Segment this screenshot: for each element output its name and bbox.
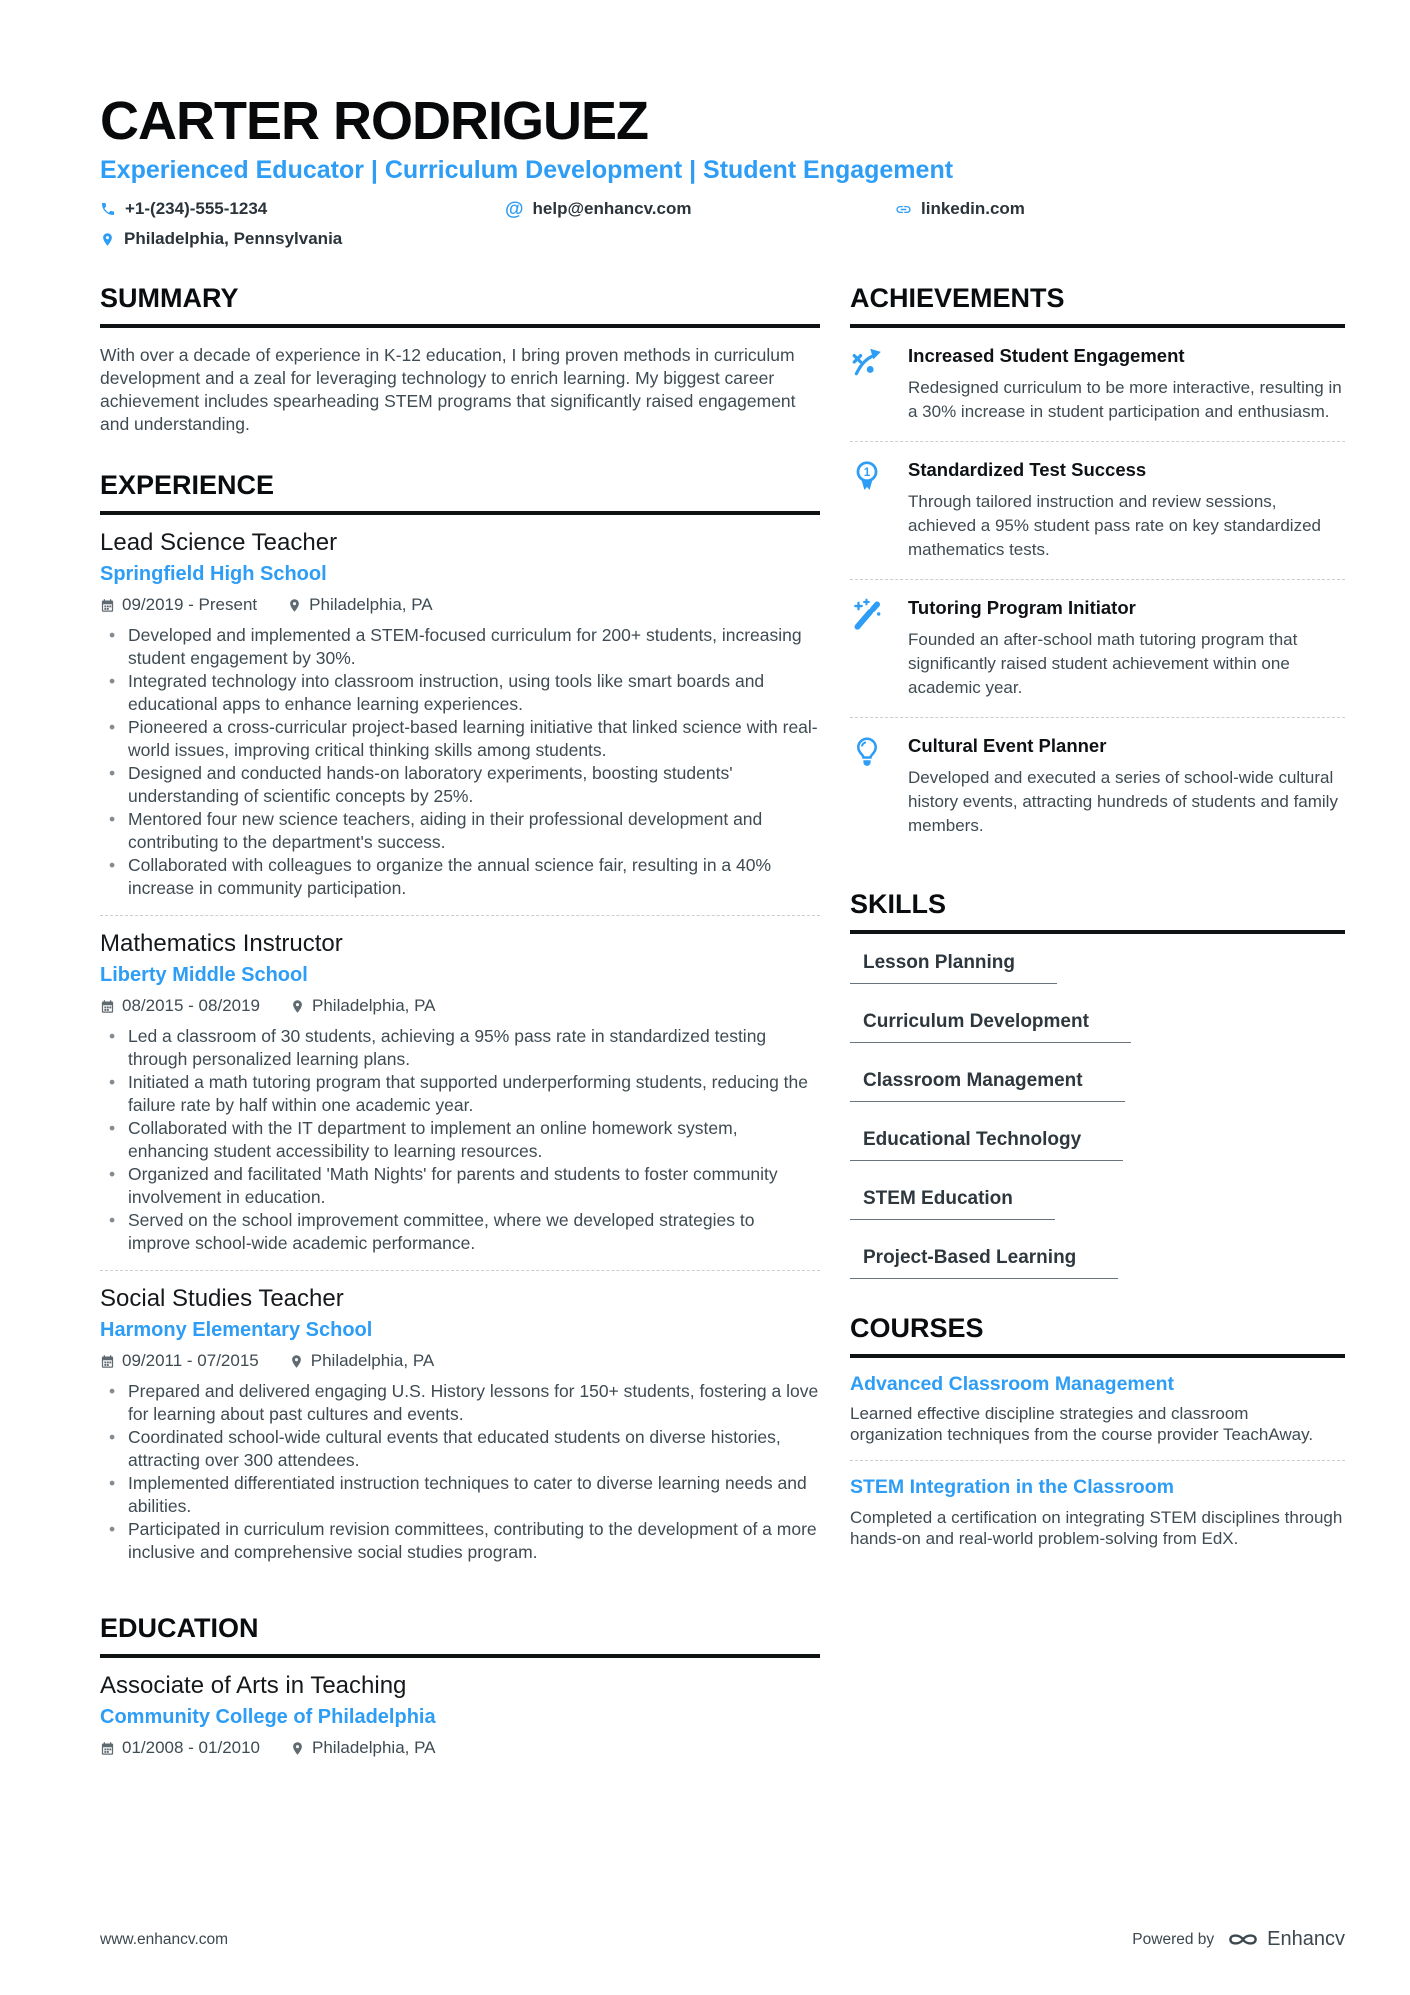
- achievement-text: Redesigned curriculum to be more interactive, resulting in a 30% increase in student participation and enthusiasm.: [908, 378, 1342, 422]
- achievement-title: Standardized Test Success: [908, 459, 1147, 481]
- education-meta: [100, 1738, 820, 1758]
- job-dates: 09/2011 - 07/2015: [100, 1351, 259, 1371]
- job-location: Philadelphia, PA: [289, 1351, 435, 1371]
- education-dates: 01/2008 - 01/2010: [100, 1738, 260, 1758]
- education-section: [100, 1613, 820, 1773]
- job-bullet: • Collaborated with the IT department to implement an online homework system, enhancing student accessibility to learning resources.: [100, 1117, 820, 1163]
- achievement-entry: [850, 442, 1345, 580]
- footer-site-url[interactable]: www.enhancv.com: [100, 1930, 229, 1948]
- job-entry: [100, 916, 820, 1271]
- skill-item: [850, 952, 1345, 984]
- achievement-entry: [850, 718, 1345, 855]
- location-pin-icon: [289, 1354, 304, 1369]
- website-contact[interactable]: [895, 199, 1025, 219]
- education-location: Philadelphia, PA: [290, 1738, 436, 1758]
- skill-label: Project-Based Learning: [850, 1247, 1118, 1279]
- job-bullet: • Integrated technology into classroom instruction, using tools like smart boards and educational apps to enhance learning experiences.: [100, 670, 820, 716]
- brand-name: Enhancv: [1267, 1928, 1345, 1950]
- courses-heading: COURSES: [850, 1313, 1345, 1358]
- achievements-heading: ACHIEVEMENTS: [850, 283, 1345, 328]
- location-text: Philadelphia, Pennsylvania: [124, 229, 343, 249]
- job-bullet: • Served on the school improvement committee, where we developed strategies to improve school-wide academic performance.: [100, 1209, 820, 1255]
- job-bullet: • Collaborated with colleagues to organize the annual science fair, resulting in a 40% increase in community participation.: [100, 854, 820, 900]
- job-title: Social Studies Teacher: [100, 1285, 344, 1313]
- skill-item: [850, 1188, 1345, 1220]
- job-bullet: • Designed and conducted hands-on laboratory experiments, boosting students' understanding of scientific concepts by 25%.: [100, 762, 820, 808]
- phone-number: +1-(234)-555-1234: [125, 199, 268, 219]
- job-bullet: • Implemented differentiated instruction techniques to cater to diverse learning needs and abilities.: [100, 1472, 820, 1518]
- summary-heading: SUMMARY: [100, 283, 820, 328]
- powered-by-label: Powered by: [1132, 1930, 1215, 1948]
- phone-icon: [100, 201, 116, 217]
- job-company: Harmony Elementary School: [100, 1319, 373, 1342]
- summary-text: With over a decade of experience in K-12 education, I bring proven methods in curriculum development and a zeal for leveraging technology to enrich learning. My biggest career achievement includes spearheading STEM programs that significantly raised engagement and understanding.: [100, 345, 796, 435]
- skills-section: [850, 889, 1345, 1279]
- achievement-body: [908, 733, 1345, 838]
- link-icon: [895, 201, 912, 218]
- skill-label: STEM Education: [850, 1188, 1055, 1220]
- achievement-title: Cultural Event Planner: [908, 734, 1107, 756]
- strategy-icon: [850, 343, 886, 424]
- infinity-logo-icon: [1226, 1929, 1260, 1950]
- achievement-body: [908, 595, 1345, 700]
- contact-row: [100, 199, 1345, 219]
- left-column: [100, 283, 820, 1807]
- location-pin-icon: [290, 999, 305, 1014]
- job-meta: [100, 1351, 820, 1371]
- skill-item: [850, 1070, 1345, 1102]
- job-bullet: • Participated in curriculum revision committees, contributing to the development of a more inclusive and comprehensive social studies program.: [100, 1518, 820, 1564]
- job-entry: [100, 515, 820, 916]
- contact-row-2: [100, 229, 1345, 249]
- header: [0, 0, 1410, 249]
- job-list: [100, 515, 820, 1579]
- achievement-entry: [850, 328, 1345, 442]
- job-company: Liberty Middle School: [100, 964, 308, 987]
- phone-contact: [100, 199, 505, 219]
- education-entry: [100, 1658, 820, 1773]
- job-meta: [100, 996, 820, 1016]
- right-column: [850, 283, 1345, 1597]
- website-url[interactable]: linkedin.com: [921, 199, 1025, 219]
- job-bullet: • Mentored four new science teachers, aiding in their professional development and contributing to the department's success.: [100, 808, 820, 854]
- course-title: Advanced Classroom Management: [850, 1372, 1175, 1395]
- job-meta: [100, 595, 820, 615]
- experience-section: [100, 470, 820, 1579]
- calendar-icon: [100, 598, 115, 613]
- job-dates: 08/2015 - 08/2019: [100, 996, 260, 1016]
- course-text: Learned effective discipline strategies and classroom organization techniques from the course provider TeachAway.: [850, 1404, 1314, 1445]
- job-bullet: • Initiated a math tutoring program that supported underperforming students, reducing the failure rate by half within one academic year.: [100, 1071, 820, 1117]
- job-bullets: [100, 624, 820, 900]
- skill-label: Classroom Management: [850, 1070, 1125, 1102]
- achievements-section: [850, 283, 1345, 855]
- footer-branding: [1132, 1928, 1345, 1951]
- achievement-body: [908, 457, 1345, 562]
- course-entry: [850, 1461, 1345, 1563]
- achievement-title: Tutoring Program Initiator: [908, 597, 1136, 619]
- achievement-text: Through tailored instruction and review sessions, achieved a 95% student pass rate on key standardized mathematics tests.: [908, 492, 1321, 560]
- job-bullet: • Coordinated school-wide cultural events that educated students on diverse histories, attracting over 300 attendees.: [100, 1426, 820, 1472]
- skills-heading: SKILLS: [850, 889, 1345, 934]
- email-address[interactable]: help@enhancv.com: [532, 199, 692, 219]
- skill-label: Lesson Planning: [850, 952, 1057, 984]
- job-bullet: • Organized and facilitated 'Math Nights' for parents and students to foster community involvement in education.: [100, 1163, 820, 1209]
- footer: [100, 1928, 1345, 1951]
- content-columns: [0, 249, 1410, 1807]
- skill-item: [850, 1011, 1345, 1043]
- job-bullet: • Developed and implemented a STEM-focused curriculum for 200+ students, increasing student engagement by 30%.: [100, 624, 820, 670]
- location-pin-icon: [287, 598, 302, 613]
- job-title: Lead Science Teacher: [100, 529, 338, 557]
- calendar-icon: [100, 1741, 115, 1756]
- candidate-name: CARTER RODRIGUEZ: [100, 91, 648, 151]
- wand-icon: [850, 595, 886, 700]
- skill-item: [850, 1129, 1345, 1161]
- course-title: STEM Integration in the Classroom: [850, 1476, 1174, 1499]
- medal-icon: [850, 457, 886, 562]
- summary-section: [100, 283, 820, 436]
- svg-text:1: 1: [863, 466, 871, 480]
- job-bullet: • Prepared and delivered engaging U.S. History lessons for 150+ students, fostering a love for learning about past cultures and events.: [100, 1380, 820, 1426]
- skill-label: Educational Technology: [850, 1129, 1123, 1161]
- calendar-icon: [100, 999, 115, 1014]
- headline: Experienced Educator | Curriculum Development | Student Engagement: [100, 156, 954, 185]
- at-icon: @: [505, 198, 524, 220]
- achievement-text: Developed and executed a series of school-wide cultural history events, attracting hundreds of students and family members.: [908, 767, 1338, 835]
- calendar-icon: [100, 1354, 115, 1369]
- school-name: Community College of Philadelphia: [100, 1706, 436, 1729]
- job-dates: 09/2019 - Present: [100, 595, 257, 615]
- achievement-list: [850, 328, 1345, 855]
- job-bullet: • Led a classroom of 30 students, achieving a 95% pass rate in standardized testing through personalized learning plans.: [100, 1025, 820, 1071]
- location-pin-icon: [100, 232, 115, 247]
- course-entry: [850, 1358, 1345, 1461]
- job-company: Springfield High School: [100, 563, 327, 586]
- job-bullets: [100, 1380, 820, 1564]
- education-heading: EDUCATION: [100, 1613, 820, 1658]
- degree-title: Associate of Arts in Teaching: [100, 1672, 407, 1700]
- skill-list: [850, 952, 1345, 1279]
- skill-label: Curriculum Development: [850, 1011, 1131, 1043]
- achievement-title: Increased Student Engagement: [908, 345, 1185, 367]
- achievement-text: Founded an after-school math tutoring program that significantly raised student achievement within one academic year.: [908, 629, 1298, 697]
- job-bullets: [100, 1025, 820, 1255]
- course-text: Completed a certification on integrating STEM disciplines through hands-on and real-world problem-solving from EdX.: [850, 1507, 1343, 1548]
- location-pin-icon: [290, 1741, 305, 1756]
- achievement-body: [908, 343, 1345, 424]
- courses-section: [850, 1313, 1345, 1564]
- job-location: Philadelphia, PA: [287, 595, 433, 615]
- experience-heading: EXPERIENCE: [100, 470, 820, 515]
- course-list: [850, 1358, 1345, 1564]
- bulb-icon: [850, 733, 886, 838]
- job-title: Mathematics Instructor: [100, 930, 343, 958]
- enhancv-logo[interactable]: [1226, 1928, 1345, 1951]
- job-entry: [100, 1271, 820, 1579]
- location-contact: [100, 229, 342, 249]
- skill-item: [850, 1247, 1345, 1279]
- achievement-entry: [850, 580, 1345, 718]
- job-location: Philadelphia, PA: [290, 996, 436, 1016]
- email-contact[interactable]: [505, 199, 895, 219]
- job-bullet: • Pioneered a cross-curricular project-based learning initiative that linked science with real-world issues, improving critical thinking skills among students.: [100, 716, 820, 762]
